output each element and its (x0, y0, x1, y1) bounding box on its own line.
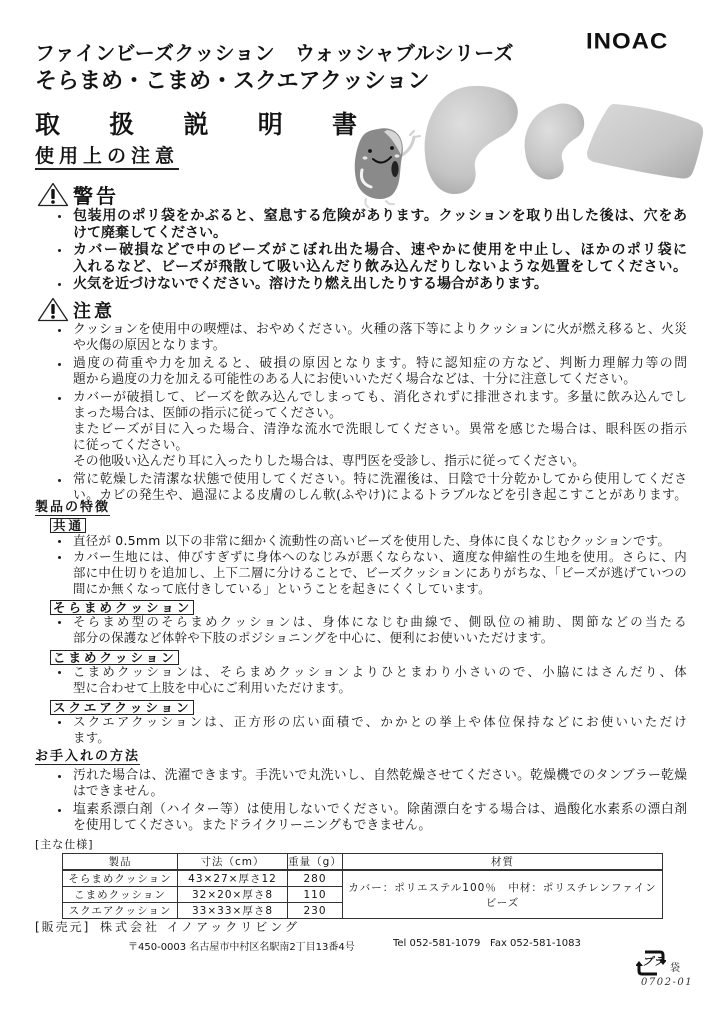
text-line: カバーが破損して、ビーズを飲み込んでしまっても、消化されずに排泄されます。多量に飲み込んでし (73, 390, 687, 405)
bullet-icon (58, 540, 61, 543)
cell-weight: 280 (288, 870, 343, 887)
specs-table (62, 853, 663, 919)
text-line: 常に乾燥した清潔な状態で使用してください。特に洗濯後は、日陰で十分乾かしてから使用してくださ (73, 472, 687, 487)
text-line: カバー生地には、伸びすぎずに身体へのなじみが悪くならない、適度な伸縮性の生地を使用。さらに、内 (73, 549, 687, 564)
text-line: その他吸い込んだり耳に入ったりした場合は、専門医を受診し、指示に従ってください。 (73, 454, 585, 469)
cell-size: 32×20×厚さ8 (178, 887, 288, 903)
seller-label: [販売元] (35, 920, 91, 934)
column-header: 寸法（cm） (178, 854, 288, 871)
product-title: そらまめ・こまめ・スクエアクッション (35, 69, 430, 94)
cell-weight: 230 (288, 903, 343, 919)
text-line: 部に中仕切りを追加し、上下二層に分けることで、ビーズクッションにありがちな、「ビーズが逃げていつの (73, 565, 687, 580)
care-item (58, 768, 687, 800)
seller-fax: Fax 052-581-1083 (490, 938, 581, 949)
text-line: まった場合は、医師の指示に従ってください。 (73, 406, 342, 421)
bullet-icon (58, 621, 61, 624)
feature-item (58, 714, 687, 746)
cell-size: 43×27×厚さ12 (178, 870, 288, 887)
text-line: や火傷の原因となります。 (73, 338, 226, 353)
feature-list-soramame (58, 614, 687, 646)
doc-title-char: 扱 (109, 110, 135, 139)
warning-list (58, 208, 687, 293)
document-code: 0702-01 (641, 977, 694, 988)
text-line: 入れるなど、ビーズが飛散して吸い込んだり飲み込んだりしないような処置をしてください。 (73, 259, 687, 275)
care-heading: お手入れの方法 (35, 749, 141, 764)
feature-list-common (58, 533, 687, 597)
komame-cushion-icon (525, 104, 585, 180)
text-line: ます。 (73, 730, 111, 745)
column-header: 重量（g） (288, 854, 343, 871)
warning-item (58, 276, 687, 293)
text-line: に従ってください。 (73, 438, 189, 453)
cell-material: カバー：ポリエステル100％ 中材：ポリスチレンファインビーズ (343, 870, 663, 919)
feature-group-label-soramame: そらまめクッション (50, 600, 194, 615)
text-line: スクエアクッションは、正方形の広い面積で、かかとの挙上や体位保持などにお使いいただけ (73, 714, 687, 729)
text-line: 部分の保護など体幹や下肢のポジショニングを中心に、便利にお使いいただけます。 (73, 630, 554, 645)
feature-list-komame (58, 664, 687, 696)
table-row (63, 870, 663, 887)
caution-list (58, 322, 687, 504)
text-line: けて廃棄してください。 (73, 225, 227, 241)
text-line: 直径が 0.5mm 以下の非常に細かく流動性の高いビーズを使用した、身体に良くなじむクッションです。 (73, 533, 671, 548)
caution-item (58, 390, 687, 470)
usage-notes-heading: 使用上の注意 (35, 145, 179, 170)
feature-item (58, 533, 687, 549)
product-illustration (340, 75, 710, 215)
bullet-icon (58, 775, 61, 778)
bullet-icon (58, 329, 61, 332)
recycle-label: 袋 (670, 963, 680, 974)
doc-title-char: 説 (183, 110, 209, 139)
cell-weight: 110 (288, 887, 343, 903)
text-line: そらまめ型のそらまめクッションは、身体になじむ曲線で、側臥位の補助、関節などの当たる (73, 614, 687, 629)
plastic-recycle-icon (636, 949, 666, 977)
warning-triangle-icon (37, 182, 69, 207)
bullet-icon (58, 397, 61, 400)
seller-company: 株式会社 イノアックリビング (100, 920, 301, 934)
recycle-mark-text: プラ (642, 955, 664, 968)
bean-character-icon (355, 128, 420, 207)
doc-title-char: 取 (35, 110, 61, 139)
text-line: クッションを使用中の喫煙は、おやめください。火種の落下等によりクッションに火が燃え移ると、火災 (73, 322, 687, 337)
document-title (35, 105, 357, 141)
cell-product: スクエアクッション (63, 903, 178, 919)
square-cushion-icon (587, 104, 703, 179)
bullet-icon (58, 479, 61, 482)
bullet-icon (58, 249, 61, 252)
text-line: カバー破損などで中のビーズがこぼれ出た場合、速やかに使用を中止し、ほかのポリ袋に (73, 242, 687, 258)
text-line: 火気を近づけないでください。溶けたり燃え出したりする場合があります。 (73, 276, 548, 292)
column-header: 材質 (343, 854, 663, 871)
feature-group-label-square: スクエアクッション (50, 700, 194, 715)
seller-address: 〒450-0003 名古屋市中村区名駅南2丁目13番4号 (128, 942, 355, 953)
text-line: こまめクッションは、そらまめクッションよりひとまわり小さいので、小脇にはさんだり、体 (73, 664, 687, 679)
text-line: 型に合わせて上肢を中心にご利用いただけます。 (73, 680, 352, 695)
soramame-cushion-icon (425, 86, 518, 194)
feature-item (58, 614, 687, 646)
doc-title-char: 明 (257, 110, 283, 139)
seller-tel: Tel 052-581-1079 (393, 938, 481, 949)
caution-item (58, 322, 687, 354)
text-line: 過度の荷重や力を加えると、破損の原因となります。特に認知症の方など、判断力理解力等の問 (73, 356, 687, 371)
feature-list-square (58, 714, 687, 746)
caution-label: 注意 (73, 301, 115, 322)
text-line: 汚れた場合は、洗濯できます。手洗いで丸洗いし、自然乾燥させてください。乾燥機でのタンブラー乾燥 (73, 768, 687, 783)
care-list (58, 768, 687, 834)
feature-group-label-common: 共通 (50, 518, 86, 533)
table-header-row (63, 854, 663, 871)
bullet-icon (58, 556, 61, 559)
series-title: ファインビーズクッション ウォッシャブルシリーズ (35, 41, 514, 65)
warning-item (58, 208, 687, 242)
doc-title-char: 書 (331, 110, 357, 139)
brand-logo: INOAC (586, 29, 669, 54)
bullet-icon (58, 809, 61, 812)
bullet-icon (58, 283, 61, 286)
feature-group-label-komame: こまめクッション (50, 650, 179, 665)
warning-label: 警告 (73, 184, 119, 208)
text-line: 塩素系漂白剤（ハイター等）は使用しないでください。除菌漂白をする場合は、過酸化水素系の漂白剤 (73, 802, 687, 817)
features-heading: 製品の特徴 (35, 500, 111, 515)
cell-size: 33×33×厚さ8 (178, 903, 288, 919)
cell-product: そらまめクッション (63, 870, 178, 887)
bullet-icon (58, 671, 61, 674)
caution-item (58, 472, 687, 504)
text-line: はできません。 (73, 784, 164, 799)
column-header: 製品 (63, 854, 178, 871)
bullet-icon (58, 363, 61, 366)
warning-item (58, 242, 687, 276)
bullet-icon (58, 215, 61, 218)
caution-triangle-icon (37, 297, 69, 322)
text-line: 間にか無くなって底付きしている」ということを起きにくくしています。 (73, 581, 491, 596)
text-line: 包装用のポリ袋をかぶると、窒息する危険があります。クッションを取り出した後は、穴をあ (73, 208, 687, 224)
cell-product: こまめクッション (63, 887, 178, 903)
text-line: 題から過度の力を加える可能性のある人にお使いいただく場合などは、十分に注意してください。 (73, 372, 637, 387)
specs-label: [主な仕様] (35, 838, 94, 851)
bullet-icon (58, 721, 61, 724)
feature-item (58, 549, 687, 597)
text-line: い。カビの発生や、過湿による皮膚のしん軟(ふやけ)によるトラブルなどを引き起こすことがあります。 (73, 488, 687, 503)
feature-item (58, 664, 687, 696)
care-item (58, 802, 687, 834)
text-line: を使用してください。またドライクリーニングもできません。 (73, 818, 432, 833)
caution-item (58, 356, 687, 388)
text-line: またビーズが目に入った場合、清浄な流水で洗眼してください。異常を感じた場合は、眼科医の指示 (73, 422, 687, 437)
